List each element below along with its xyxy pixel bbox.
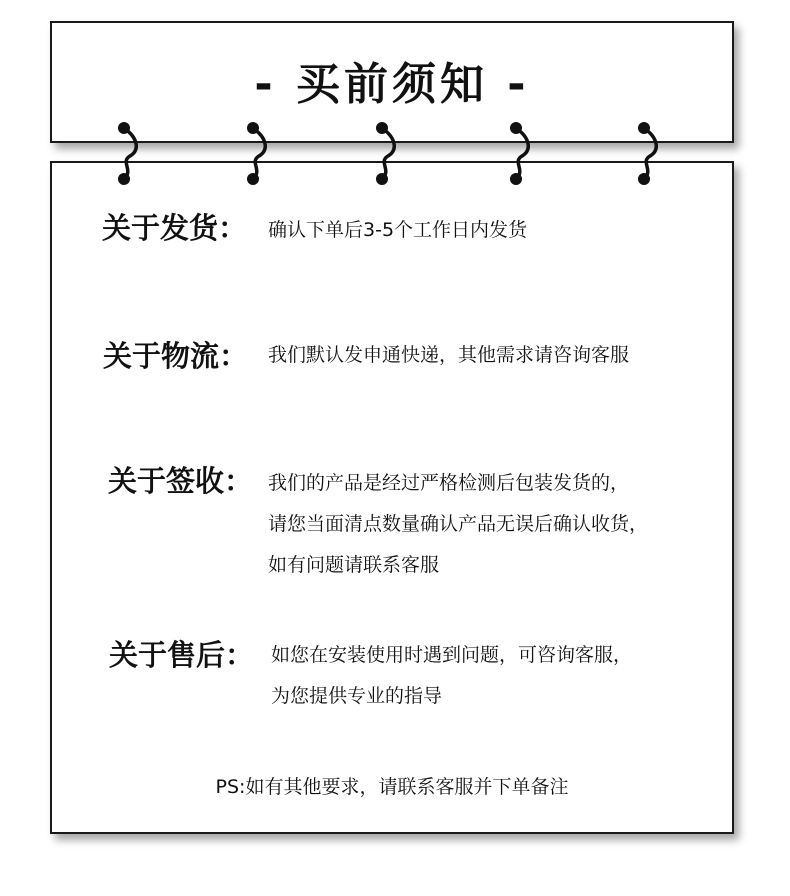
receipt-line-3: 如有问题请联系客服: [268, 554, 440, 576]
logistics-line-1: 我们默认发申通快递，其他需求请咨询客服: [268, 344, 630, 366]
after-sales-label: 关于售后：: [109, 638, 255, 672]
shipping-line-1: 确认下单后3-5个工作日内发货: [268, 219, 528, 241]
logistics-text: [268, 335, 629, 376]
after-sales-line-1: 如您在安装使用时遇到问题，可咨询客服，: [271, 644, 633, 666]
after-sales-text: [271, 635, 632, 717]
receipt-label: 关于签收：: [108, 464, 254, 498]
after-sales-line-2: 为您提供专业的指导: [271, 685, 443, 707]
title-card: [50, 21, 734, 143]
receipt-line-1: 我们的产品是经过严格检测后包装发货的，: [268, 472, 630, 494]
page-title: - 买前须知 -: [254, 59, 530, 110]
logistics-label: 关于物流：: [103, 339, 249, 373]
receipt-text: [268, 463, 648, 586]
receipt-line-2: 请您当面清点数量确认产品无误后确认收货，: [268, 513, 649, 535]
ps-note: PS:如有其他要求，请联系客服并下单备注: [215, 776, 569, 798]
shipping-text: [268, 210, 527, 251]
shipping-label: 关于发货：: [102, 211, 248, 245]
